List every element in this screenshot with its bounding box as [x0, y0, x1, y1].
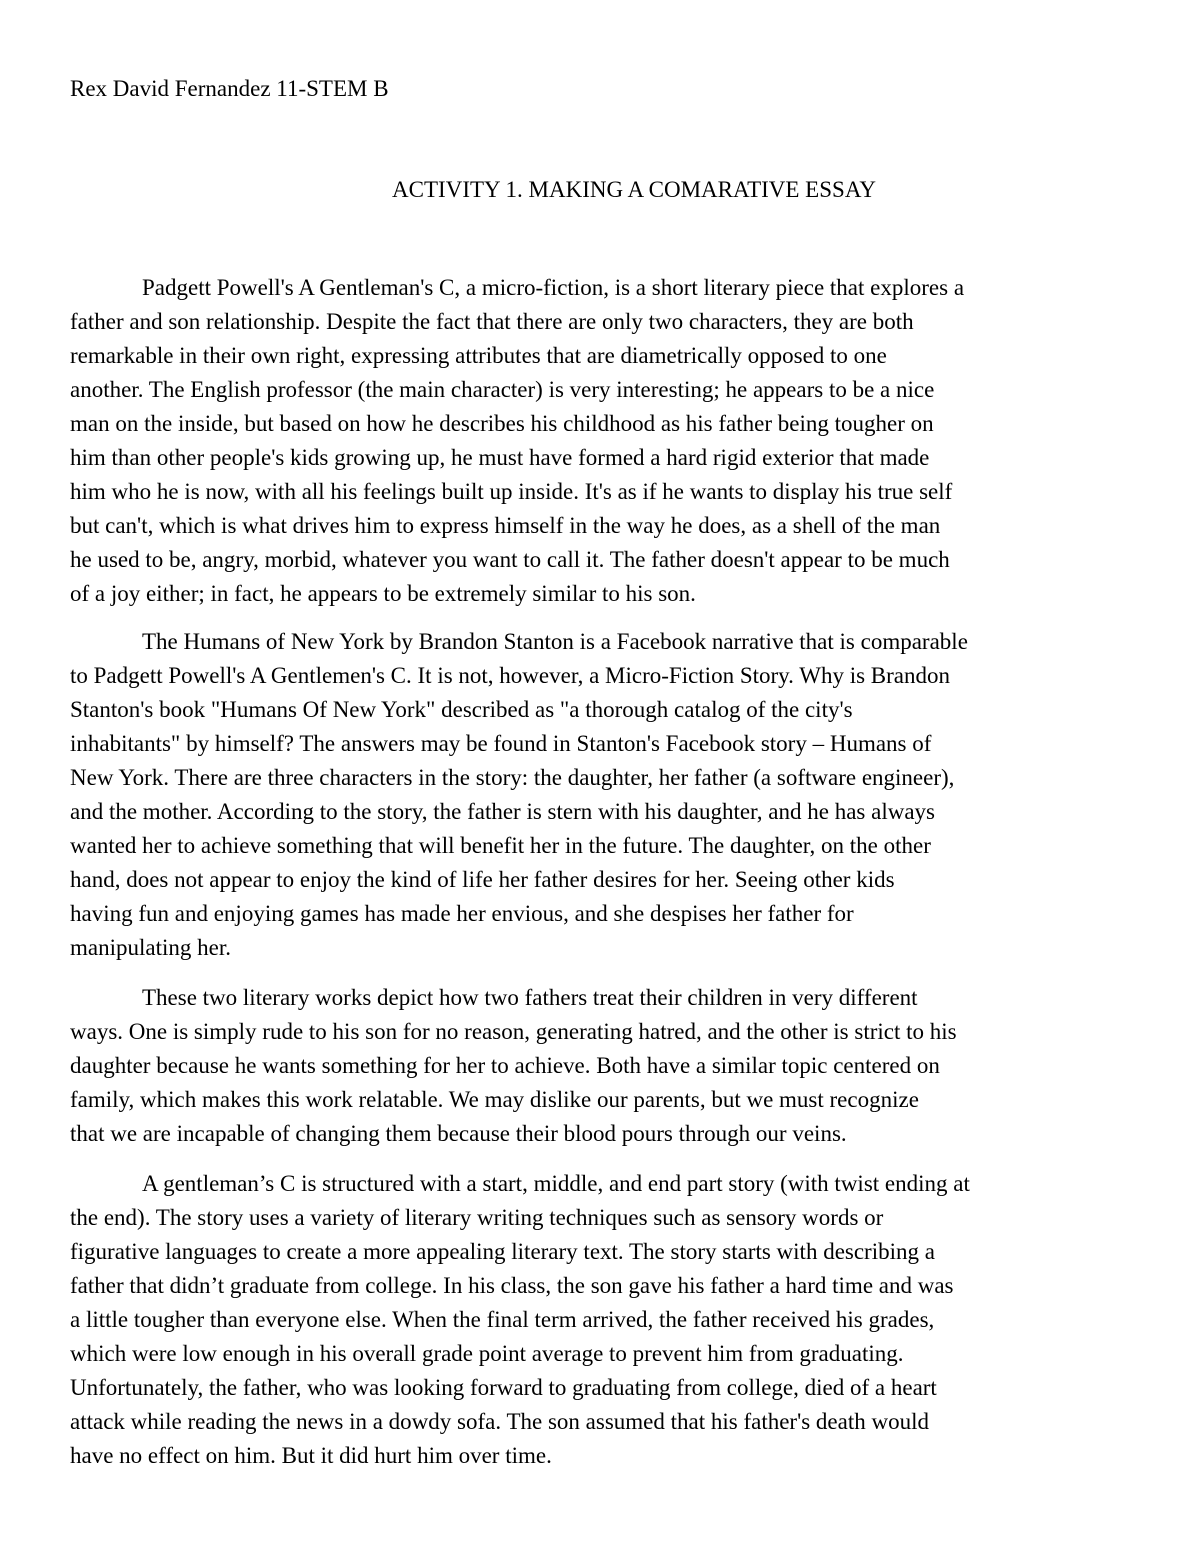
- paragraph-line: him than other people's kids growing up, he must have formed a hard rigid exterior that made: [70, 445, 930, 470]
- paragraph-line: These two literary works depict how two fathers treat their children in very different: [142, 985, 918, 1010]
- paragraph-line: manipulating her.: [70, 935, 231, 960]
- paragraph-line: that we are incapable of changing them because their blood pours through our veins.: [70, 1121, 847, 1146]
- paragraph-4: [70, 1167, 1132, 1473]
- paragraph-line: having fun and enjoying games has made her envious, and she despises her father for: [70, 901, 854, 926]
- paragraph-line: A gentleman’s C is structured with a start, middle, and end part story (with twist ending at: [142, 1171, 970, 1196]
- paragraph-line: man on the inside, but based on how he describes his childhood as his father being tougher on: [70, 411, 934, 436]
- paragraph-line: of a joy either; in fact, he appears to be extremely similar to his son.: [70, 581, 696, 606]
- paragraph-line: attack while reading the news in a dowdy sofa. The son assumed that his father's death would: [70, 1409, 929, 1434]
- paragraph-line: to Padgett Powell's A Gentlemen's C. It is not, however, a Micro-Fiction Story. Why is Brandon: [70, 663, 951, 688]
- paragraph-line: a little tougher than everyone else. When the final term arrived, the father received his grades,: [70, 1307, 935, 1332]
- paragraph-1: [70, 271, 1132, 611]
- paragraph-line: he used to be, angry, morbid, whatever you want to call it. The father doesn't appear to be much: [70, 547, 950, 572]
- paragraph-2: [70, 625, 1132, 965]
- paragraph-3: [70, 981, 1132, 1151]
- paragraph-line: have no effect on him. But it did hurt him over time.: [70, 1443, 552, 1468]
- paragraph-line: and the mother. According to the story, the father is stern with his daughter, and he has always: [70, 799, 935, 824]
- paragraph-line: figurative languages to create a more appealing literary text. The story starts with describing a: [70, 1239, 935, 1264]
- paragraph-line: New York. There are three characters in the story: the daughter, her father (a software engineer),: [70, 765, 955, 790]
- paragraph-line: family, which makes this work relatable. We may dislike our parents, but we must recognize: [70, 1087, 919, 1112]
- paragraph-line: inhabitants" by himself? The answers may be found in Stanton's Facebook story – Humans of: [70, 731, 932, 756]
- paragraph-line: the end). The story uses a variety of literary writing techniques such as sensory words or: [70, 1205, 884, 1230]
- paragraph-line: wanted her to achieve something that will benefit her in the future. The daughter, on the other: [70, 833, 931, 858]
- paragraph-line: remarkable in their own right, expressing attributes that are diametrically opposed to one: [70, 343, 887, 368]
- paragraph-line: Padgett Powell's A Gentleman's C, a micro-fiction, is a short literary piece that explores a: [142, 275, 965, 300]
- paragraph-line: father that didn’t graduate from college. In his class, the son gave his father a hard time and was: [70, 1273, 954, 1298]
- paragraph-line: which were low enough in his overall grade point average to prevent him from graduating.: [70, 1341, 904, 1366]
- author-line: Rex David Fernandez 11-STEM B: [70, 76, 389, 101]
- essay-title: ACTIVITY 1. MAKING A COMARATIVE ESSAY: [392, 177, 876, 202]
- paragraph-line: The Humans of New York by Brandon Stanton is a Facebook narrative that is comparable: [142, 629, 968, 654]
- paragraph-line: Stanton's book "Humans Of New York" described as "a thorough catalog of the city's: [70, 697, 853, 722]
- paragraph-line: Unfortunately, the father, who was looking forward to graduating from college, died of a heart: [70, 1375, 937, 1400]
- paragraph-line: but can't, which is what drives him to express himself in the way he does, as a shell of the man: [70, 513, 941, 538]
- paragraph-line: ways. One is simply rude to his son for no reason, generating hatred, and the other is strict to his: [70, 1019, 957, 1044]
- paragraph-line: another. The English professor (the main character) is very interesting; he appears to be a nice: [70, 377, 935, 402]
- paragraph-line: hand, does not appear to enjoy the kind of life her father desires for her. Seeing other kids: [70, 867, 895, 892]
- paragraph-line: father and son relationship. Despite the fact that there are only two characters, they are both: [70, 309, 914, 334]
- paragraph-line: daughter because he wants something for her to achieve. Both have a similar topic centered on: [70, 1053, 940, 1078]
- paragraph-line: him who he is now, with all his feelings built up inside. It's as if he wants to display his true self: [70, 479, 953, 504]
